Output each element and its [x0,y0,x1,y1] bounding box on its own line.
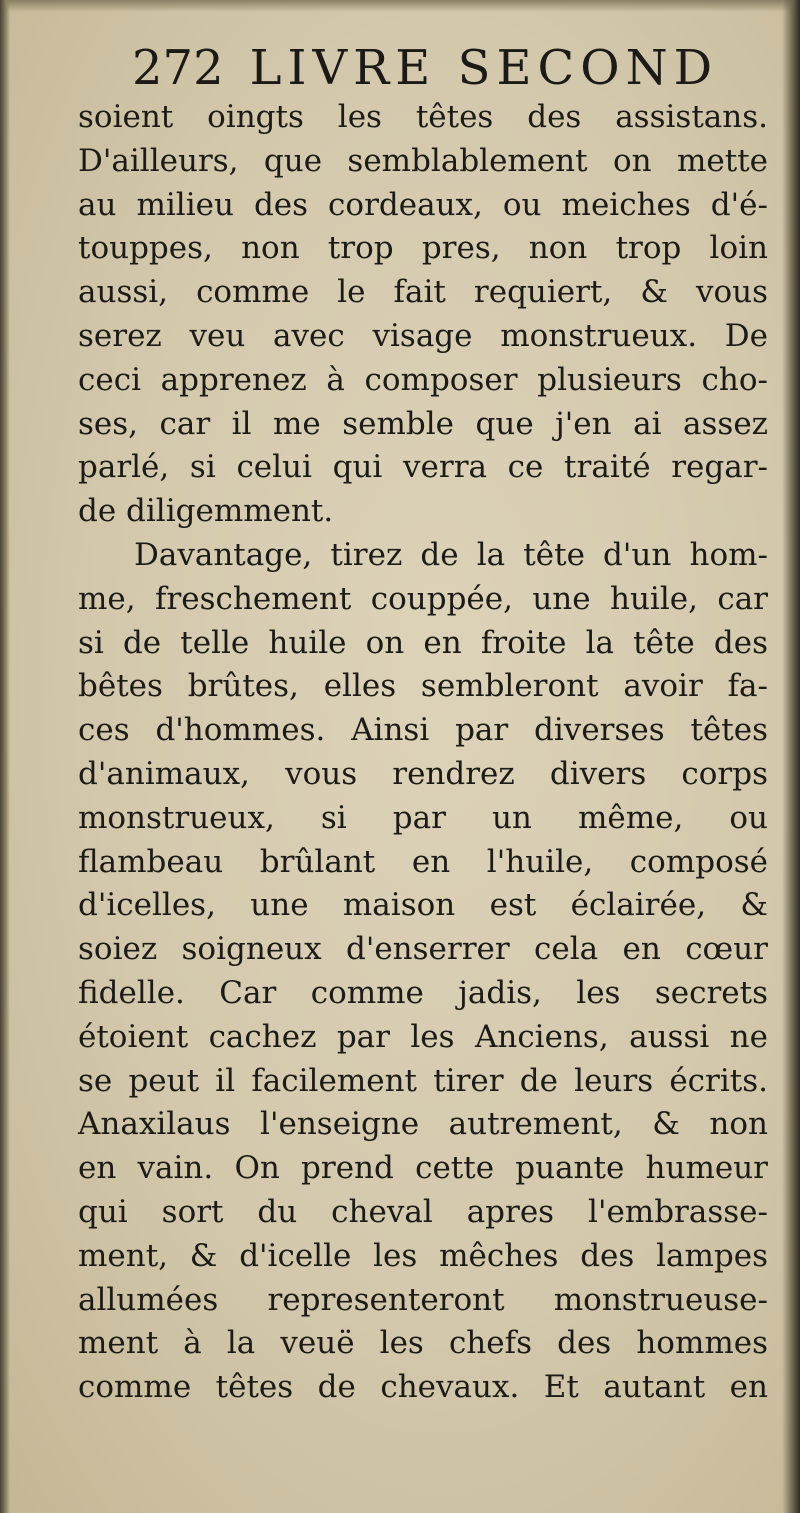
text-line: me, freschement couppée, une huile, car [78,580,768,617]
text-line: bêtes brûtes, elles sembleront avoir fa- [78,668,768,705]
text-line: ment, & d'icelle les mêches des lampes [78,1237,768,1274]
page-left-binding [0,0,10,1513]
text-line: D'ailleurs, que semblablement on mette [78,142,768,179]
text-line: serez veu avec visage monstrueux. De [78,317,768,354]
running-title: LIVRE SECOND [249,40,719,96]
text-line: en vain. On prend cette puante humeur [78,1150,768,1187]
text-line: parlé, si celui qui verra ce traité regar- [78,449,768,486]
paragraph-start: Davantage, tirez de la tête d'un hom- [134,536,768,573]
text-line: flambeau brûlant en l'huile, composé [78,843,768,880]
page-top-shadow [0,0,800,12]
text-line: touppes, non trop pres, non trop loin [78,230,768,267]
text-line: soient oingts les têtes des assistans. [78,99,768,135]
text-line: de diligemment. [78,493,334,530]
text-line: ment à la veuë les chefs des hommes [78,1325,768,1362]
text-line: comme têtes de chevaux. Et autant en [78,1369,768,1406]
text-line: qui sort du cheval apres l'embrasse- [78,1193,768,1230]
text-line: aussi, comme le fait requiert, & vous [78,274,768,311]
text-line: ces d'hommes. Ainsi par diverses têtes [78,712,768,749]
text-line: fidelle. Car comme jadis, les secrets [78,974,768,1011]
running-header [132,40,732,100]
text-line: au milieu des cordeaux, ou meiches d'é- [78,186,768,223]
text-line: ceci apprenez à composer plusieurs cho- [78,361,768,398]
text-line: si de telle huile on en froite la tête des [78,624,768,661]
page-right-edge [782,0,800,1513]
text-line: se peut il facilement tirer de leurs écrits. [78,1062,768,1099]
body-text [78,96,768,1410]
text-line: ses, car il me semble que j'en ai assez [78,405,768,442]
text-line: d'animaux, vous rendrez divers corps [78,755,768,792]
text-line: Anaxilaus l'enseigne autrement, & non [78,1106,768,1143]
text-line: allumées representeront monstrueuse- [78,1281,768,1318]
text-line: d'icelles, une maison est éclairée, & [78,887,768,924]
page-number: 272 [132,40,224,96]
text-line: étoient cachez par les Anciens, aussi ne [78,1018,768,1055]
text-line: soiez soigneux d'enserrer cela en cœur [78,931,768,968]
text-line: monstrueux, si par un même, ou [78,799,768,836]
